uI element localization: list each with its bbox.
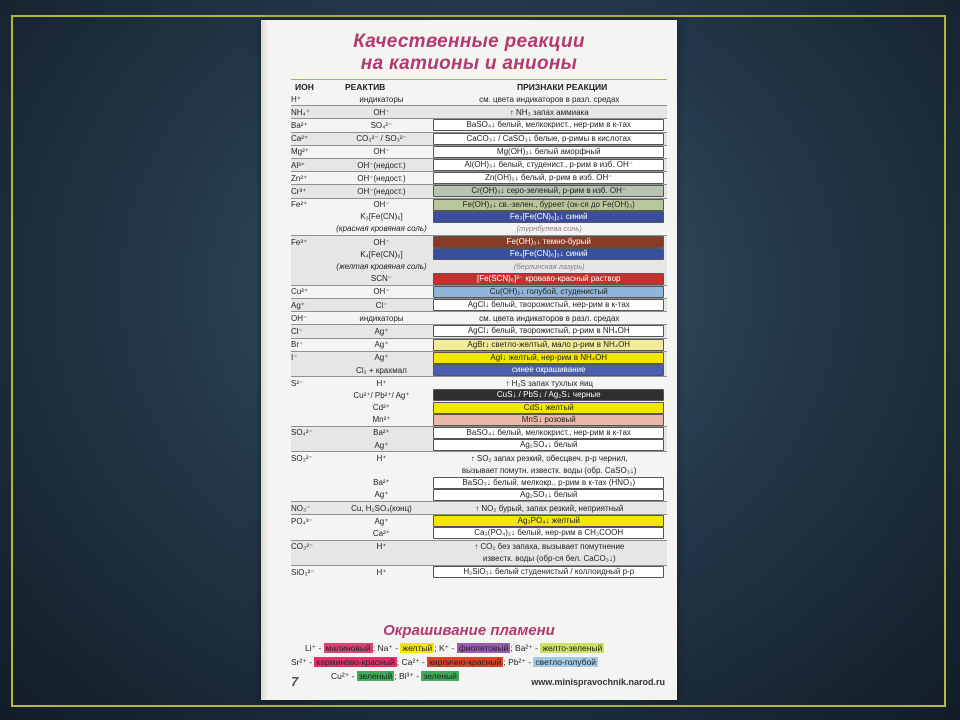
result-text: см. цвета индикаторов в разл. средах [479,313,620,323]
result-color-box: Ag₃PO₄↓ желтый [433,515,664,527]
flame-separator: ; [434,643,439,653]
header-signs: ПРИЗНАКИ РЕАКЦИИ [517,82,608,92]
result-cell [431,553,667,566]
ion-cell: Fe²⁺ [291,198,331,211]
result-cell [431,364,667,377]
result-color-box: Fe₃[Fe(CN)₆]₂↓ синий [433,211,664,223]
result-cell [431,236,667,249]
table-row [291,527,667,540]
table-row [291,158,667,171]
result-color-box: Fe(OH)₃↓ темно-бурый [433,236,664,248]
result-color-box: Zn(OH)₂↓ белый, р-рим в изб. OH⁻ [433,172,664,184]
ion-cell: CO₃²⁻ [291,540,331,553]
result-color-box: Fe₄[Fe(CN)₆]₃↓ синий [433,248,664,260]
flame-ion: Bi³⁺ [398,671,414,681]
reagent-cell: H⁺ [331,540,431,553]
reagent-cell: OH⁻ [331,198,431,211]
reagent-cell: OH⁻(недост.) [331,172,431,185]
result-color-box: синее окрашивание [433,364,664,376]
table-row [291,464,667,476]
reagent-cell: K₄[Fe(CN)₆] [331,248,431,260]
ion-cell [291,248,331,260]
flame-separator: - [349,671,357,681]
ion-cell: PO₄³⁻ [291,515,331,528]
flame-separator: ; [372,643,378,653]
flame-ion: K⁺ [438,643,450,653]
reagent-cell: Ba²⁺ [331,426,431,439]
table-row [291,185,667,198]
table-row [291,172,667,185]
result-text: ↑ NO₂ бурый, запах резкий, неприятный [475,503,624,513]
flame-separator: ; [503,657,509,667]
flame-ion: Pb²⁺ [508,657,526,667]
result-color-box: Mg(OH)₂↓ белый аморфный [433,146,664,158]
table-row [291,211,667,223]
table-row [291,248,667,260]
table-row [291,477,667,489]
result-color-box: Cr(OH)₃↓ серо-зеленый, р-рим в изб. OH⁻ [433,185,664,197]
ion-cell: H⁺ [291,94,301,104]
reactions-table [291,93,667,578]
flame-color-chip: кирпично-красный [429,657,502,667]
ion-cell: OH⁻ [291,312,331,325]
reagent-cell: индикаторы [359,94,404,104]
flame-separator: - [419,657,428,667]
result-cell [431,351,667,364]
ion-cell: SO₄²⁻ [291,426,331,439]
reagent-cell: OH⁻ [331,145,431,158]
ion-cell: S²⁻ [291,377,331,390]
table-row [291,489,667,502]
table-row [291,325,667,338]
reagent-cell [331,464,431,476]
ion-cell: Zn²⁺ [291,172,331,185]
result-cell [431,439,667,452]
result-color-box: H₂SiO₃↓ белый студенистый / коллоидный р-р [433,566,664,578]
ion-cell [291,439,331,452]
result-text: ↑ NH₃ запах аммиака [509,107,589,117]
table-row [291,260,667,272]
result-cell [431,426,667,439]
ion-cell: Ca²⁺ [291,132,331,145]
flame-color-chip: малиновый [325,643,371,653]
ion-cell: NO₃⁻ [291,502,331,515]
result-text: известк. воды (обр-ся бел. CaCO₃↓) [482,554,616,564]
reagent-cell: H⁺ [331,377,431,390]
flame-separator: - [449,643,457,653]
result-color-box: BaSO₄↓ белый, мелкокрист., нер-рим в к-тах [433,119,664,131]
result-color-box: Cu(OH)₂↓ голубой, студенистый [433,286,664,298]
flame-color-chip: зеленый [358,671,393,681]
reagent-cell: Ag⁺ [331,338,431,351]
page-title-line1: Качественные реакции [353,31,585,52]
table-row [291,452,667,465]
table-row [291,198,667,211]
result-cell [431,93,667,106]
flame-separator: - [392,643,401,653]
result-color-box: MnS↓ розовый [433,414,664,426]
result-cell [431,489,667,502]
result-cell [431,377,667,390]
result-cell [431,414,667,427]
result-cell [431,132,667,145]
reagent-cell: Ag⁺ [374,490,389,500]
flame-separator: - [525,657,534,667]
reagent-cell: Cd²⁺ [372,403,391,413]
result-color-box: Ca₃(PO₄)₂↓ белый, нер-рим в CH₃COOH [433,527,664,539]
flame-separator: ; [396,657,402,667]
ion-cell [291,260,331,272]
reagent-cell: K₃[Fe(CN)₆] [360,212,403,222]
result-cell [431,338,667,351]
reagent-cell: H⁺ [331,452,431,465]
result-cell [431,540,667,553]
reagent-cell: SCN⁻ [331,273,431,286]
table-row [291,402,667,414]
ion-cell: I⁻ [291,351,331,364]
flame-color-chip: светло-голубой [535,657,596,667]
result-color-box: CuS↓ / PbS↓ / Ag₂S↓ черные [433,389,664,401]
result-color-box: AgCl↓ белый, творожистый, нер-рим в к-тах [433,299,664,311]
table-row [291,119,667,132]
table-row [291,132,667,145]
ion-cell: Cl⁻ [291,325,331,338]
result-cell [431,402,667,414]
result-color-box: Ag₂SO₄↓ белый [433,439,664,451]
flame-line-1 [305,643,677,654]
result-color-box: [Fe(SCN)₆]³⁻ кроваво-красный раствор [433,273,664,285]
ion-cell: Ba²⁺ [291,119,331,132]
reagent-cell: OH⁻ [331,106,431,119]
result-text: ↑ CO₂ без запаха, вызывает помутнение [474,542,625,552]
result-cell [431,299,667,312]
reagent-cell: OH⁻ [331,236,431,249]
ion-cell: Mg²⁺ [291,145,331,158]
table-row [291,389,667,401]
result-cell [431,260,667,272]
table-row [291,312,667,325]
flame-ion: Ba²⁺ [515,643,533,653]
flame-separator: - [413,671,422,681]
reagent-cell: Ag⁺ [331,325,431,338]
result-cell [431,464,667,476]
result-color-box: AgBr↓ светло-желтый, мало р-рим в NH₄OH [433,339,664,351]
reagent-cell: Cu²⁺/ Pb²⁺/ Ag⁺ [353,390,410,400]
result-cell [431,145,667,158]
result-text: (турнбулева синь) [516,224,582,234]
result-text: см. цвета индикаторов в разл. средах [479,94,620,104]
table-row [291,502,667,515]
table-row [291,565,667,578]
reagent-cell [331,553,431,566]
table-row [291,338,667,351]
ion-cell: Al³⁺ [291,158,331,171]
result-cell [431,502,667,515]
ion-cell [291,389,331,401]
table-row [291,364,667,377]
flame-section-title: Окрашивание пламени [383,622,555,639]
reagent-cell: Ba²⁺ [373,478,390,488]
table-row [291,299,667,312]
result-cell [431,211,667,223]
result-cell [431,273,667,286]
reagent-cell: CO₃²⁻ / SO₃²⁻ [331,132,431,145]
page-title-line2: на катионы и анионы [360,53,578,74]
table-row [291,223,667,236]
result-color-box: BaSO₄↓ белый, мелкокрист., нер-рим в к-тах [433,427,664,439]
table-row [291,273,667,286]
ion-cell: Ag⁺ [291,299,331,312]
result-color-box: AgCl↓ белый, творожистый, р-рим в NH₄OH [433,325,664,337]
result-cell [431,223,667,236]
flame-color-chip: желто-зеленый [542,643,603,653]
ion-cell [291,364,331,377]
flame-separator: - [316,643,324,653]
table-row [291,93,667,106]
table-row [291,439,667,452]
table-row [291,377,667,390]
result-color-box: Ag₂SO₃↓ белый [433,489,664,501]
reagent-cell: Cu, H₂SO₄(конц) [331,502,431,515]
result-cell [431,198,667,211]
flame-ion: Sr²⁺ [291,657,307,667]
table-row [291,553,667,566]
table-row [291,285,667,298]
result-text: вызывает помутн. известк. воды (обр. CaSO₃↓) [461,466,637,476]
result-cell [431,172,667,185]
result-cell [431,389,667,401]
result-cell [431,158,667,171]
table-row [291,236,667,249]
reagent-cell: H⁺ [331,565,431,578]
result-cell [431,565,667,578]
flame-ion: Ca²⁺ [401,657,420,667]
result-cell [431,185,667,198]
page-number: 7 [291,674,299,689]
header-ion: ИОН [295,82,314,92]
result-cell [431,477,667,489]
reagent-cell: Ca²⁺ [372,528,391,538]
flame-ion: Li⁺ [305,643,317,653]
flame-ion: Na⁺ [377,643,393,653]
table-row [291,106,667,119]
reagent-cell: SO₄²⁻ [331,119,431,132]
header-reagent: РЕАКТИВ [345,82,386,92]
result-text: (берлинская лазурь) [513,262,585,272]
reagent-cell: Cl₂ + крахмал [331,364,431,377]
ion-cell: Fe³⁺ [291,236,331,249]
result-color-box: Al(OH)₃↓ белый, студенист., р-рим в изб. OH⁻ [433,159,664,171]
result-text: ↑ SO₂ запах резкий, обесцвеч. р-р чернил, [470,453,628,463]
table-row [291,426,667,439]
flame-color-chip: желтый [402,643,433,653]
result-cell [431,119,667,132]
ion-cell [291,527,331,540]
page-binding-edge [261,20,268,700]
reagent-cell: OH⁻(недост.) [331,158,431,171]
result-color-box: CaCO₃↓ / CaSO₃↓ белые, р-римы в кислотах [433,133,664,145]
result-cell [431,285,667,298]
ion-cell [291,211,331,223]
result-cell [431,325,667,338]
ion-cell [291,553,331,566]
result-cell [431,515,667,528]
reagent-cell: Ag⁺ [331,351,431,364]
ion-cell: Br⁻ [291,338,331,351]
website-link[interactable]: www.minispravochnik.narod.ru [531,677,665,687]
flame-line-2 [291,657,671,668]
flame-ion: Cu²⁺ [331,671,350,681]
reagent-cell: Mn²⁺ [372,415,391,425]
ion-cell [291,414,331,427]
table-row [291,515,667,528]
ion-cell: SO₃²⁻ [291,452,331,465]
ion-cell [291,402,331,414]
table-row [291,540,667,553]
header-divider [291,79,667,80]
reagent-cell: индикаторы [331,312,431,325]
flame-separator: - [532,643,541,653]
reagent-cell: OH⁻(недост.) [331,185,431,198]
result-cell [431,248,667,260]
result-cell [431,106,667,119]
flame-color-chip: фиолетовый [458,643,509,653]
ion-cell [291,273,331,286]
result-text: ↑ H₂S запах тухлых яиц [505,378,594,388]
flame-separator: ; [394,671,399,681]
reference-page [261,20,677,700]
reagent-cell: (красная кровяная соль) [336,224,427,234]
result-cell [431,452,667,465]
table-row [291,414,667,427]
result-color-box: Fe(OH)₂↓ св.-зелен., буреет (ок-ся до Fe(OH)₃) [433,199,664,211]
flame-separator: - [306,657,315,667]
table-row [291,145,667,158]
reagent-cell: OH⁻ [331,285,431,298]
ion-cell [291,464,331,476]
flame-color-chip: зеленый [423,671,457,681]
reagent-cell: Ag⁺ [331,515,431,528]
flame-color-chip: карминово-красный [316,657,395,667]
result-cell [431,312,667,325]
ion-cell: NH₄⁺ [291,106,331,119]
flame-separator: ; [510,643,516,653]
ion-cell: Cr³⁺ [291,185,331,198]
ion-cell [291,489,331,502]
result-color-box: BaSO₃↓ белый, мелкокр., р-рим в к-тах (HNO₃) [433,477,664,489]
ion-cell [291,477,331,489]
ion-cell: Cu²⁺ [291,285,331,298]
ion-cell [291,223,331,236]
result-color-box: AgI↓ желтый, нер-рим в NH₄OH [433,352,664,364]
reagent-cell: Ag⁺ [331,439,431,452]
result-cell [431,527,667,540]
result-color-box: CdS↓ желтый [433,402,664,414]
reagent-cell: Cl⁻ [331,299,431,312]
table-row [291,351,667,364]
reagent-cell: (желтая кровяная соль) [331,260,431,272]
ion-cell: SiO₃²⁻ [291,565,331,578]
